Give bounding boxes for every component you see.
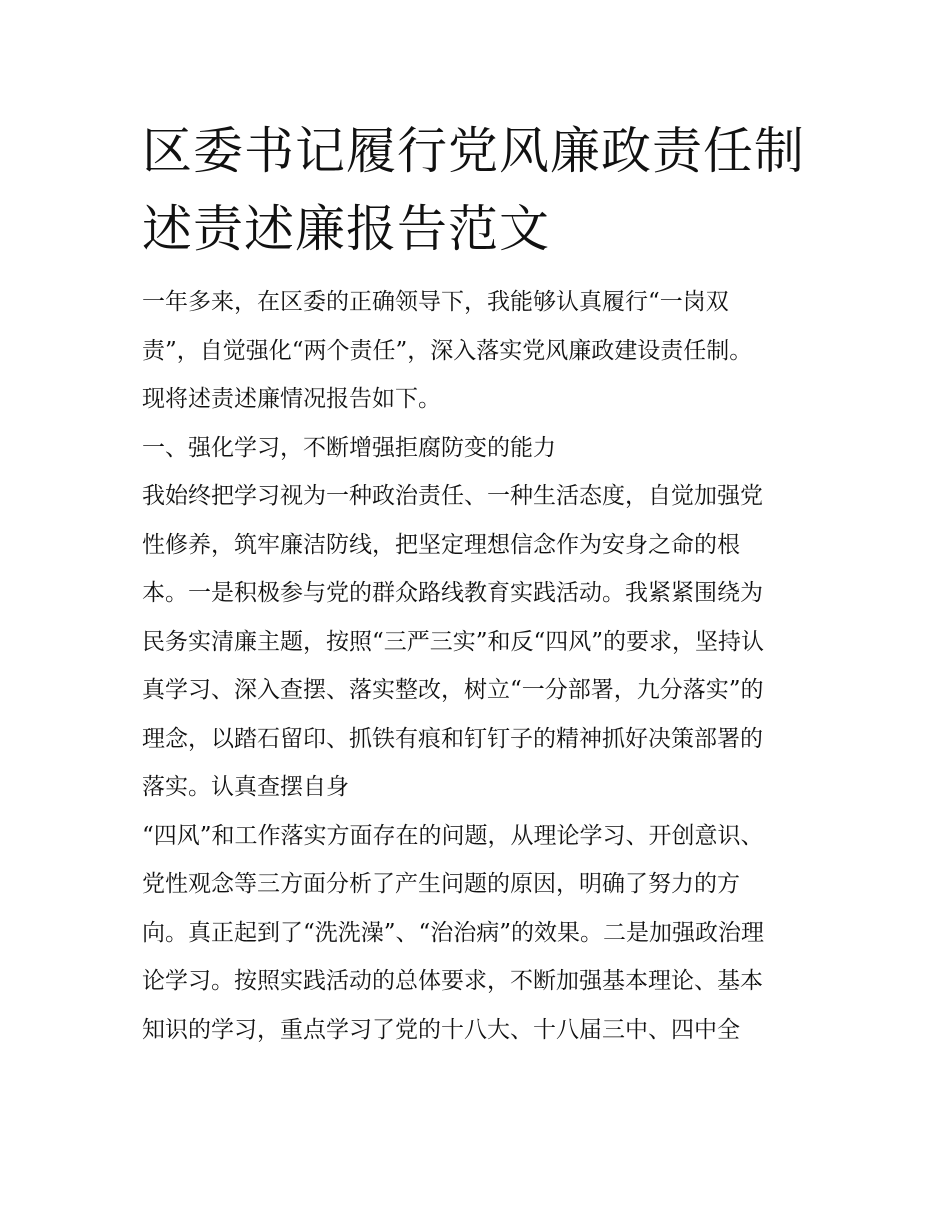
- body-line: 本。一是积极参与党的群众路线教育实践活动。我紧紧围绕为: [142, 580, 763, 606]
- body-line: 我始终把学习视为一种政治责任、一种生活态度，自觉加强党: [142, 483, 763, 509]
- body-line: 真学习、深入查摆、落实整改，树立“一分部署，九分落实”的: [142, 677, 764, 703]
- title-line: 述责述廉报告范文: [142, 200, 550, 258]
- body-line: 论学习。按照实践活动的总体要求，不断加强基本理论、基本: [142, 968, 763, 994]
- title-line: 区委书记履行党风廉政责任制: [142, 122, 805, 180]
- body-line: 民务实清廉主题，按照“三严三实”和反“四风”的要求，坚持认: [142, 628, 765, 655]
- body-line: 一年多来，在区委的正确领导下，我能够认真履行“一岗双: [142, 289, 729, 315]
- body-line: 现将述责述廉情况报告如下。: [142, 386, 441, 412]
- body-line: 知识的学习，重点学习了党的十八大、十八届三中、四中全: [142, 1016, 740, 1043]
- body-line: “四风”和工作落实方面存在的问题，从理论学习、开创意识、: [142, 822, 764, 849]
- body-line: 责”，自觉强化“两个责任”，深入落实党风廉政建设责任制。: [142, 337, 753, 364]
- body-line: 党性观念等三方面分析了产生问题的原因，明确了努力的方: [142, 871, 740, 897]
- body-line: 落实。认真查摆自身: [142, 774, 349, 800]
- document-title: [142, 112, 822, 268]
- body-line: 向。真正起到了“洗洗澡”、“治治病”的效果。二是加强政治理: [142, 919, 765, 946]
- document-body: [142, 278, 832, 1054]
- body-line: 性修养，筑牢廉洁防线，把坚定理想信念作为安身之命的根: [142, 531, 740, 558]
- section-heading: 一、强化学习，不断增强拒腐防变的能力: [142, 434, 556, 461]
- body-line: 理念，以踏石留印、抓铁有痕和钉钉子的精神抓好决策部署的: [142, 725, 763, 752]
